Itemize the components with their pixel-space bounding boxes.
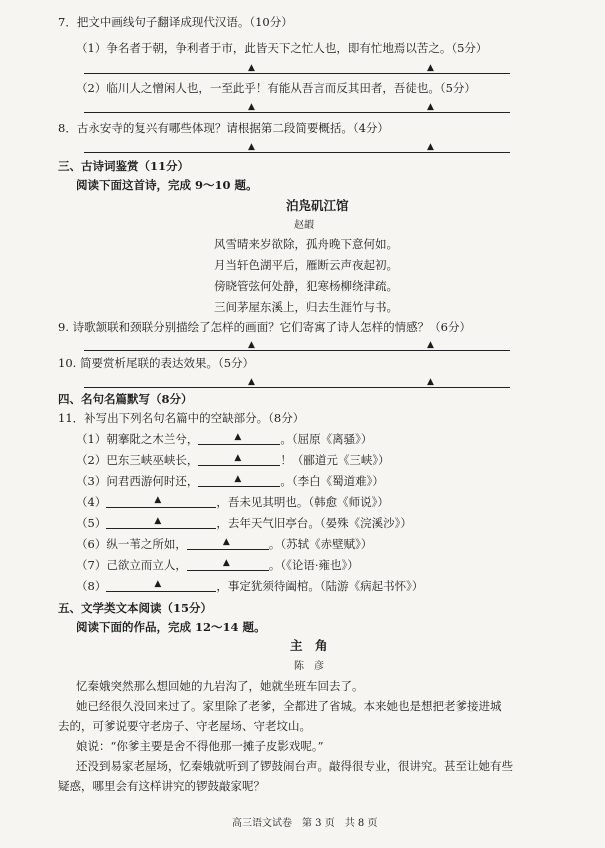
answer-marker: ▲ — [248, 377, 255, 387]
item-suffix: 。（李白《蜀道难》） — [280, 474, 384, 488]
answer-marker: ▲ — [427, 377, 434, 387]
page-footer: 高三语文试卷 第 3 页 共 8 页 — [232, 818, 378, 829]
answer-marker: ▲ — [234, 474, 242, 484]
item-prefix: （1）朝搴阰之木兰兮， — [76, 432, 199, 446]
fill-blank[interactable] — [198, 432, 280, 445]
item-suffix: ！（郦道元《三峡》） — [280, 453, 390, 467]
answer-line[interactable] — [84, 387, 510, 388]
q11-item-3 — [76, 473, 384, 489]
answer-marker: ▲ — [427, 142, 434, 152]
section-3-instruction: 阅读下面这首诗，完成 9～10 题。 — [76, 178, 258, 192]
q10-stem: 10. 简要赏析尾联的表达效果。（5分） — [58, 356, 255, 370]
item-suffix: ，事定犹须待阖棺。（陆游《病起书怀》） — [216, 579, 424, 593]
story-paragraph: 娘说：“你爹主要是舍不得他那一摊子皮影戏呢。” — [76, 739, 324, 753]
q7-stem: 7．把文中画线句子翻译成现代汉语。（10分） — [58, 15, 293, 29]
answer-marker: ▲ — [154, 516, 162, 526]
answer-marker: ▲ — [427, 340, 434, 350]
answer-line[interactable] — [84, 152, 510, 153]
answer-line[interactable] — [84, 112, 510, 113]
story-paragraph-cont: 疑惑，哪里会有这样讲究的锣鼓敲家呢？ — [58, 779, 265, 793]
answer-marker: ▲ — [222, 558, 230, 568]
answer-marker: ▲ — [234, 432, 242, 442]
poem-line: 月当轩色湖平后，雁断云声夜起初。 — [214, 258, 398, 272]
answer-marker: ▲ — [248, 142, 255, 152]
q9-stem: 9. 诗歌颔联和颈联分别描绘了怎样的画面？它们寄寓了诗人怎样的情感？（6分） — [58, 320, 471, 334]
answer-marker: ▲ — [248, 102, 255, 112]
item-suffix: 。（《论语·雍也》） — [268, 558, 359, 572]
q11-item-7 — [76, 557, 359, 573]
fill-blank[interactable] — [198, 453, 280, 466]
section-5-instruction: 阅读下面的作品，完成 12～14 题。 — [76, 620, 266, 634]
story-author: 陈 彦 — [294, 661, 324, 672]
item-prefix: （5） — [76, 516, 107, 530]
section-5-title: 五、文学类文本阅读（15分） — [58, 601, 213, 615]
q7-sub2: （2）临川人之憎闲人也，一至此乎！有能从吾言而反其田者，吾徒也。（5分） — [76, 81, 476, 95]
q11-stem: 11．补写出下列名句名篇中的空缺部分。（8分） — [58, 411, 305, 425]
fill-blank[interactable] — [106, 495, 216, 508]
answer-marker: ▲ — [222, 537, 230, 547]
answer-marker: ▲ — [427, 63, 434, 73]
fill-blank[interactable] — [106, 579, 216, 592]
answer-marker: ▲ — [248, 340, 255, 350]
item-suffix: 。（苏轼《赤壁赋》） — [268, 537, 373, 551]
answer-marker: ▲ — [248, 63, 255, 73]
answer-marker: ▲ — [427, 102, 434, 112]
item-suffix: ，去年天气旧亭台。（晏殊《浣溪沙》） — [216, 516, 412, 530]
q11-item-6 — [76, 536, 372, 552]
poem-title: 泊凫矶江馆 — [286, 198, 349, 213]
answer-marker: ▲ — [154, 495, 162, 505]
q11-item-5 — [76, 515, 412, 531]
item-prefix: （7）己欲立而立人， — [76, 558, 187, 572]
q11-item-1 — [76, 431, 372, 447]
answer-marker: ▲ — [154, 579, 162, 589]
item-suffix: ，吾未见其明也。（韩愈《师说》） — [216, 495, 389, 509]
q8-stem: 8．古永安寺的复兴有哪些体现？请根据第二段简要概括。（4分） — [58, 121, 389, 135]
item-suffix: 。（屈原《离骚》） — [280, 432, 373, 446]
fill-blank[interactable] — [198, 474, 280, 487]
poem-line: 傍晓管弦何处静，犯寒杨柳绕津疏。 — [214, 279, 398, 293]
poem-line: 三间茅屋东溪上，归去生涯竹与书。 — [214, 300, 398, 314]
story-paragraph: 她已经很久没回来过了。家里除了老爹，全都进了省城。本来她也是想把老爹接进城 — [76, 699, 502, 713]
item-prefix: （8） — [76, 579, 107, 593]
item-prefix: （6）纵一苇之所如， — [76, 537, 187, 551]
fill-blank[interactable] — [187, 558, 269, 571]
story-paragraph: 忆秦娥突然那么想回她的九岩沟了，她就坐班车回去了。 — [76, 679, 364, 693]
fill-blank[interactable] — [106, 516, 216, 529]
poem-line: 风雪晴来岁欲除，孤舟晚下意何如。 — [214, 237, 398, 251]
item-prefix: （2）巴东三峡巫峡长， — [76, 453, 199, 467]
q11-item-8 — [76, 578, 423, 594]
q11-item-2 — [76, 452, 390, 468]
answer-line[interactable] — [84, 350, 510, 351]
answer-line[interactable] — [84, 73, 510, 74]
item-prefix: （4） — [76, 495, 107, 509]
section-3-title: 三、古诗词鉴赏（11分） — [58, 159, 190, 173]
poem-author: 赵嘏 — [294, 220, 314, 231]
section-4-title: 四、名句名篇默写（8分） — [58, 392, 193, 406]
story-paragraph: 还没到易家老屋场，忆秦娥就听到了锣鼓闹台声。敲得很专业，很讲究。甚至让她有些 — [76, 759, 513, 773]
story-title: 主 角 — [290, 638, 328, 653]
q7-sub1: （1）争名者于朝，争利者于市，此皆天下之忙人也，即有忙地焉以苦之。（5分） — [76, 41, 488, 55]
story-paragraph-cont: 去的，可爹说要守老房子、守老屋场、守老坟山。 — [58, 719, 311, 733]
fill-blank[interactable] — [187, 537, 269, 550]
q11-item-4 — [76, 494, 389, 510]
item-prefix: （3）问君西游何时还， — [76, 474, 199, 488]
answer-marker: ▲ — [234, 453, 242, 463]
